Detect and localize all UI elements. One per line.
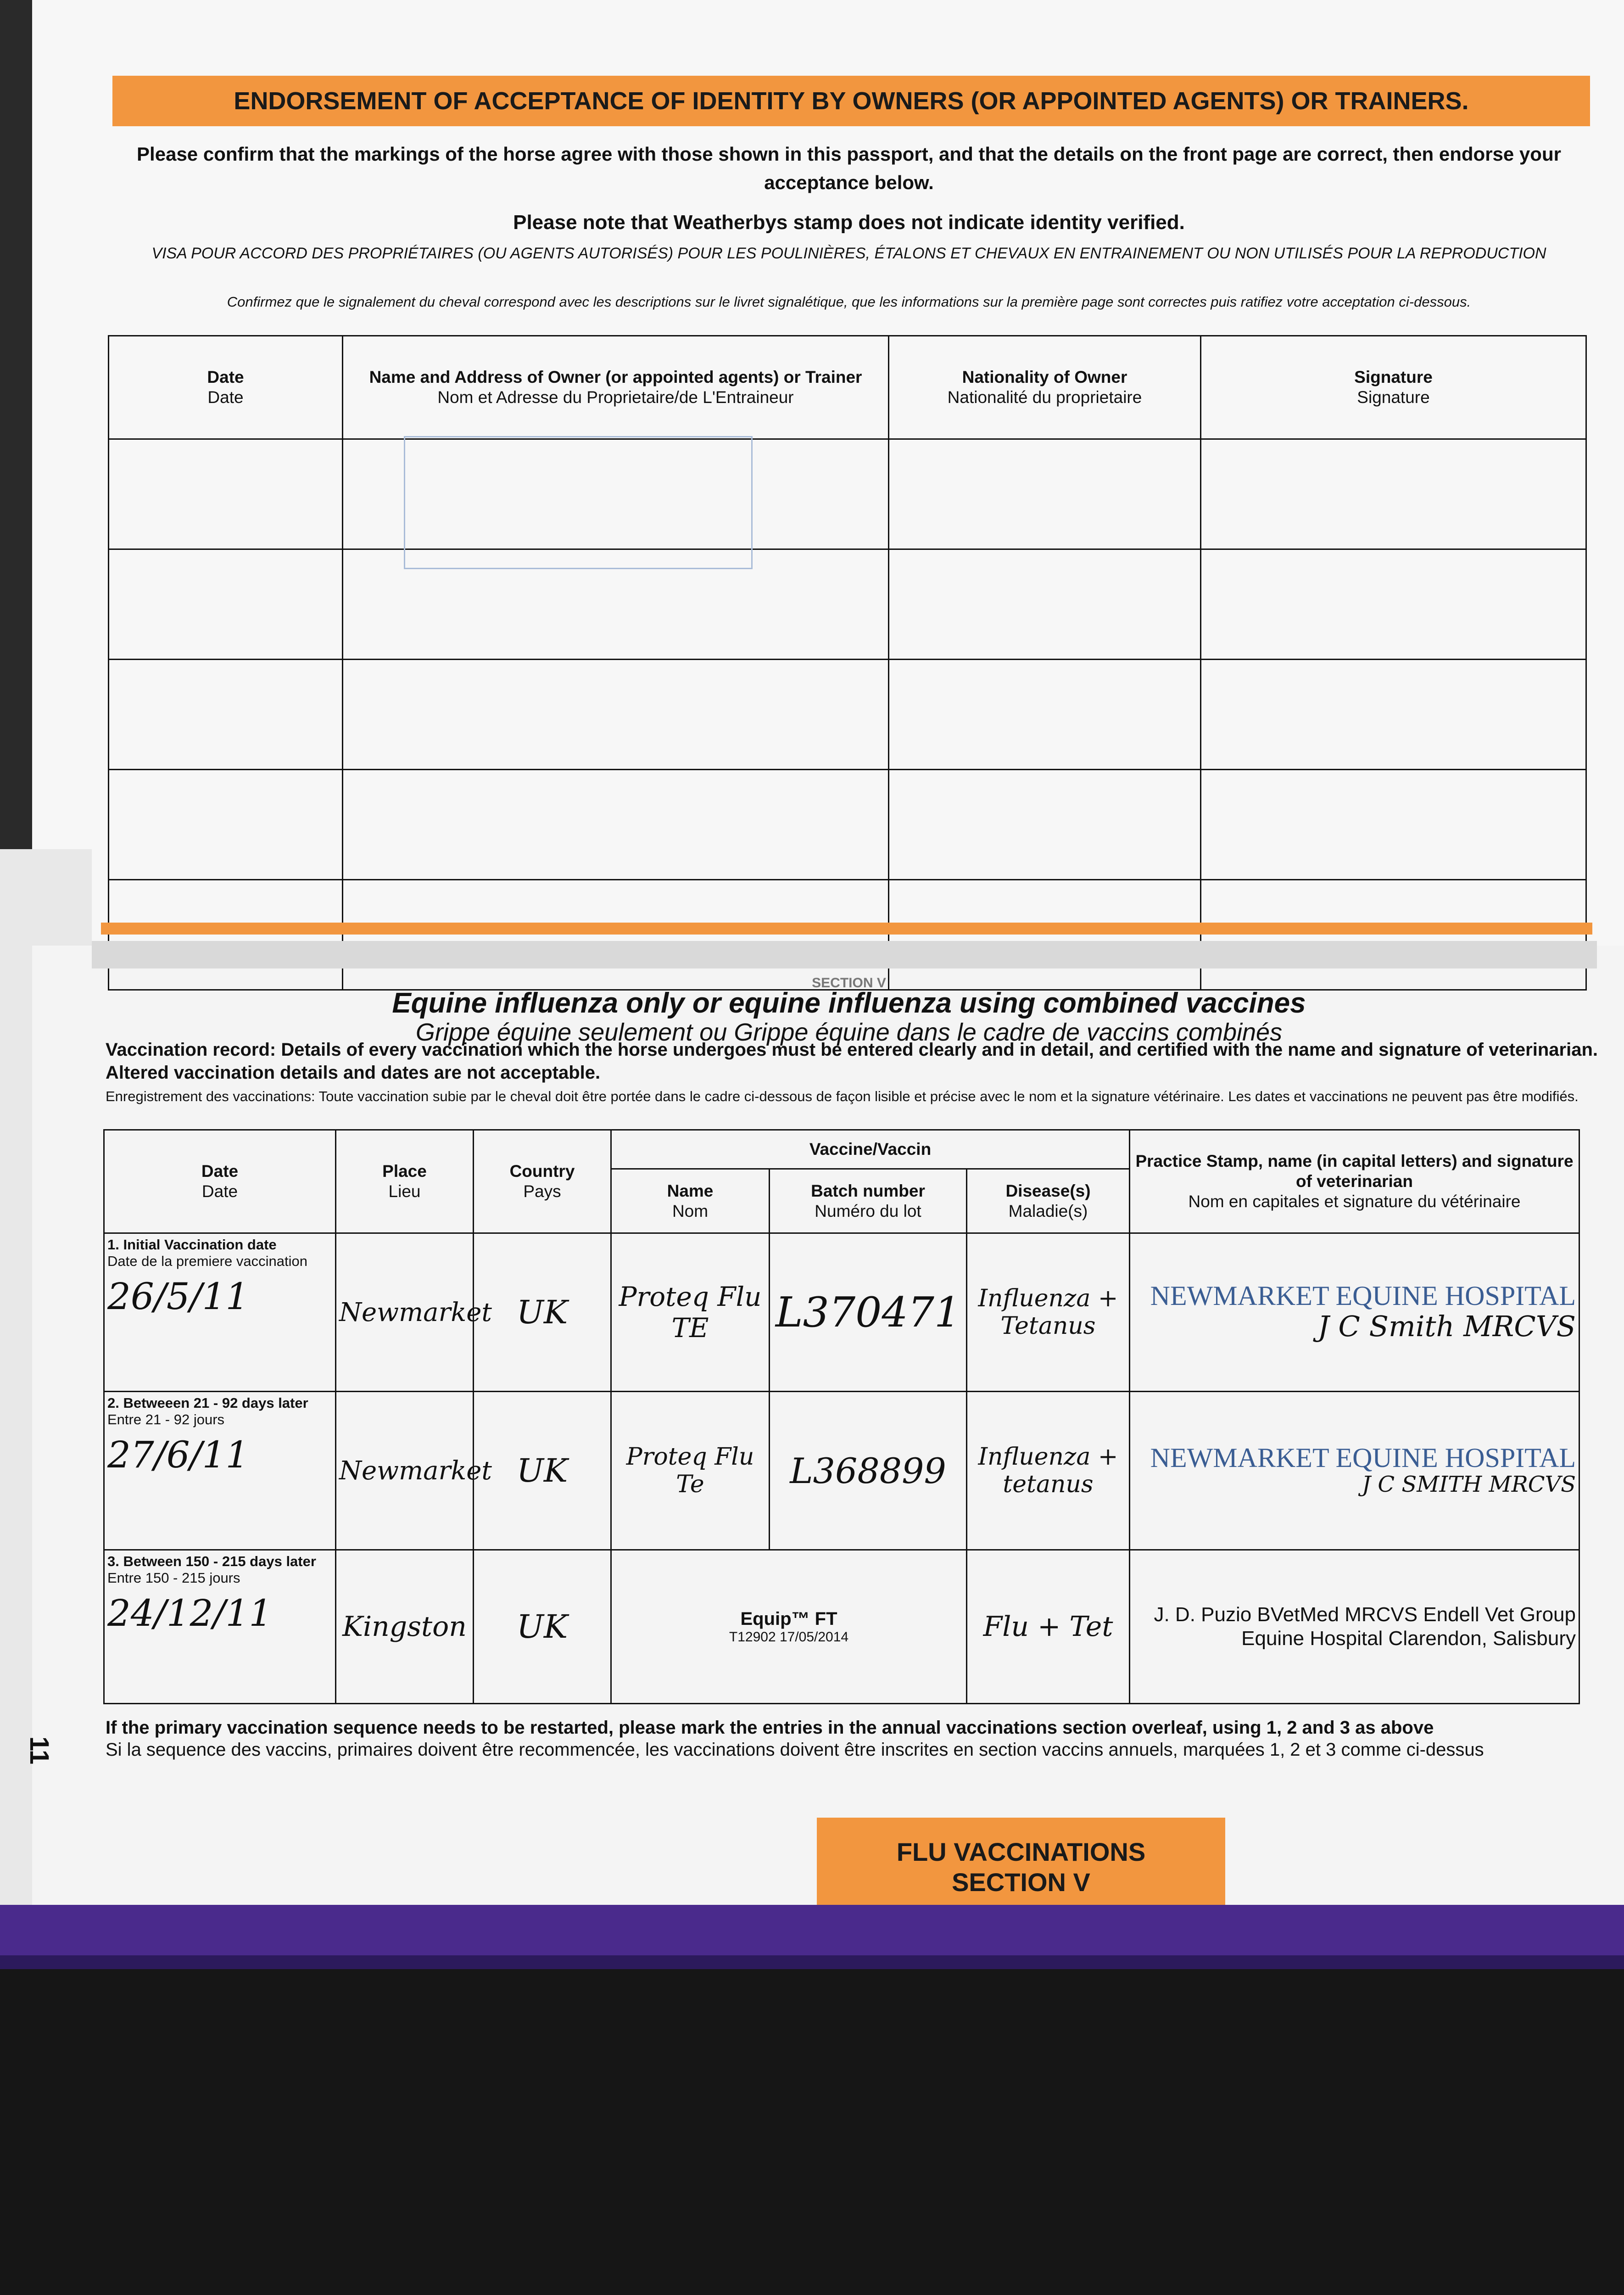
weatherbys-note: Please note that Weatherbys stamp does not indicate identity verified. xyxy=(513,211,1185,234)
vacc-header-practice: Practice Stamp, name (in capital letters) and signature of veterinarian Nom en capitales et signature du vétérinaire xyxy=(1130,1130,1579,1233)
handwritten-vaccine-name: Proteq Flu Te xyxy=(611,1392,770,1550)
owners-table xyxy=(108,335,1587,991)
vacc-row-1 xyxy=(104,1233,1579,1392)
section-subtitle: Grippe équine seulement ou Grippe équine dans le cadre de vaccins combinés xyxy=(415,1019,1283,1046)
orange-divider xyxy=(101,923,1592,935)
owners-header-name: Name and Address of Owner (or appointed agents) or Trainer Nom et Adresse du Proprietaire/de L'Entraineur xyxy=(343,336,889,439)
handwritten-country: UK xyxy=(474,1550,611,1704)
faded-stamp-bleedthrough xyxy=(404,436,753,569)
vacc-header-name: Name Nom xyxy=(611,1169,770,1233)
vet-name: J C Smith MRCVS xyxy=(1317,1309,1576,1343)
section-label: SECTION V xyxy=(812,975,886,991)
handwritten-disease: Flu + Tet xyxy=(967,1550,1130,1704)
owners-row xyxy=(109,770,1586,880)
handwritten-disease: Influenza + tetanus xyxy=(967,1392,1130,1550)
section-title: Equine influenza only or equine influenza using combined vaccines xyxy=(392,987,1306,1019)
handwritten-batch: L370471 xyxy=(770,1233,967,1392)
page-number: 11 xyxy=(24,1736,55,1765)
confirm-french: Confirmez que le signalement du cheval correspond avec les descriptions sur le livret signalétique, que les informations sur la première page sont correctes puis ratifiez votre acceptation ci-dessous. xyxy=(227,294,1471,310)
cover-edge xyxy=(0,1905,1624,1955)
intro-instruction: Please confirm that the markings of the horse agree with those shown in this passport, and that the details on the front page are correct, then endorse your acceptance below. xyxy=(137,143,1561,193)
background xyxy=(0,1969,1624,2295)
handwritten-disease: Influenza + Tetanus xyxy=(967,1233,1130,1392)
owners-row xyxy=(109,549,1586,660)
practice-stamp: J. D. Puzio BVetMed MRCVS Endell Vet Group Equine Hospital Clarendon, Salisbury xyxy=(1154,1603,1576,1650)
vacc-header-place: Place Lieu xyxy=(336,1130,474,1233)
vacc-row-2 xyxy=(104,1392,1579,1550)
vet-name: J C SMITH MRCVS xyxy=(1362,1472,1576,1497)
practice-stamp-cell xyxy=(1130,1550,1579,1704)
owners-row xyxy=(109,880,1586,990)
visa-french: VISA POUR ACCORD DES PROPRIÉTAIRES (OU AGENTS AUTORISÉS) POUR LES POULINIÈRES, ÉTALONS ET CHEVAUX EN ENTRAINEMENT OU NON UTILISÉS POUR LA REPRODUCTION xyxy=(151,245,1546,262)
handwritten-place: Newmarket xyxy=(336,1392,474,1550)
vacc-header-date: Date Date xyxy=(104,1130,336,1233)
endorsement-banner: ENDORSEMENT OF ACCEPTANCE OF IDENTITY BY OWNERS (OR APPOINTED AGENTS) OR TRAINERS. xyxy=(112,76,1590,126)
owners-row xyxy=(109,660,1586,770)
sticker-vaccine-name: Equip™ FT xyxy=(740,1608,837,1629)
handwritten-country: UK xyxy=(474,1392,611,1550)
vaccine-sticker xyxy=(611,1550,967,1704)
practice-stamp: NEWMARKET EQUINE HOSPITAL xyxy=(1150,1280,1576,1311)
handwritten-vaccine-name: Proteq Flu TE xyxy=(611,1233,770,1392)
vacc-header-batch: Batch number Numéro du lot xyxy=(770,1169,967,1233)
vaccination-record-note-fr: Enregistrement des vaccinations: Toute vaccination subie par le cheval doit être portée dans le cadre ci-dessous de façon lisible et précise avec le nom et la signature vétérinaire. Les dates et vaccinations ne peuvent pas être modifiés. xyxy=(106,1088,1579,1104)
flu-vaccinations-tab: FLU VACCINATIONS SECTION V xyxy=(817,1818,1225,1916)
vacc-row-label: 3. Between 150 - 215 days later Entre 150 - 215 jours 24/12/11 xyxy=(104,1550,336,1704)
cover-edge-shadow xyxy=(0,1955,1624,1969)
handwritten-batch: L368899 xyxy=(770,1392,967,1550)
practice-stamp-cell xyxy=(1130,1233,1579,1392)
handwritten-date: 27/6/11 xyxy=(107,1433,249,1476)
restart-note: If the primary vaccination sequence needs to be restarted, please mark the entries in the annual vaccinations section overleaf, using 1, 2 and 3 as above Si la sequence des vaccins, primaires doivent être recommencée, les vaccinations doivent être inscrites en section vaccins annuels, marquées 1, 2 et 3 comme ci-dessus xyxy=(106,1718,1484,1760)
handwritten-place: Kingston xyxy=(336,1550,474,1704)
handwritten-date: 26/5/11 xyxy=(107,1275,249,1318)
handwritten-country: UK xyxy=(474,1233,611,1392)
handwritten-place: Newmarket xyxy=(336,1233,474,1392)
vacc-row-label: 1. Initial Vaccination date Date de la premiere vaccination 26/5/11 xyxy=(104,1233,336,1392)
practice-stamp: NEWMARKET EQUINE HOSPITAL xyxy=(1150,1443,1576,1473)
vacc-header-vaccine: Vaccine/Vaccin xyxy=(611,1130,1130,1169)
sticker-batch: T12902 17/05/2014 xyxy=(729,1629,849,1645)
vacc-row-3 xyxy=(104,1550,1579,1704)
vaccination-record-note: Vaccination record: Details of every vaccination which the horse undergoes must be entered clearly and in detail, and certified with the name and signature of veterinarian. Altered vaccination details and dates are not acceptable. xyxy=(106,1040,1598,1083)
practice-stamp-cell xyxy=(1130,1392,1579,1550)
vacc-header-country: Country Pays xyxy=(474,1130,611,1233)
vacc-row-label: 2. Betweeen 21 - 92 days later Entre 21 - 92 jours 27/6/11 xyxy=(104,1392,336,1550)
page-overlap-shadow xyxy=(92,941,1597,968)
owners-row xyxy=(109,439,1586,549)
vaccination-table xyxy=(103,1129,1580,1704)
owners-header-date: Date Date xyxy=(109,336,343,439)
owners-header-signature: Signature Signature xyxy=(1201,336,1586,439)
vacc-header-disease: Disease(s) Maladie(s) xyxy=(967,1169,1130,1233)
owners-header-nationality: Nationality of Owner Nationalité du proprietaire xyxy=(889,336,1201,439)
handwritten-date: 24/12/11 xyxy=(107,1592,273,1634)
